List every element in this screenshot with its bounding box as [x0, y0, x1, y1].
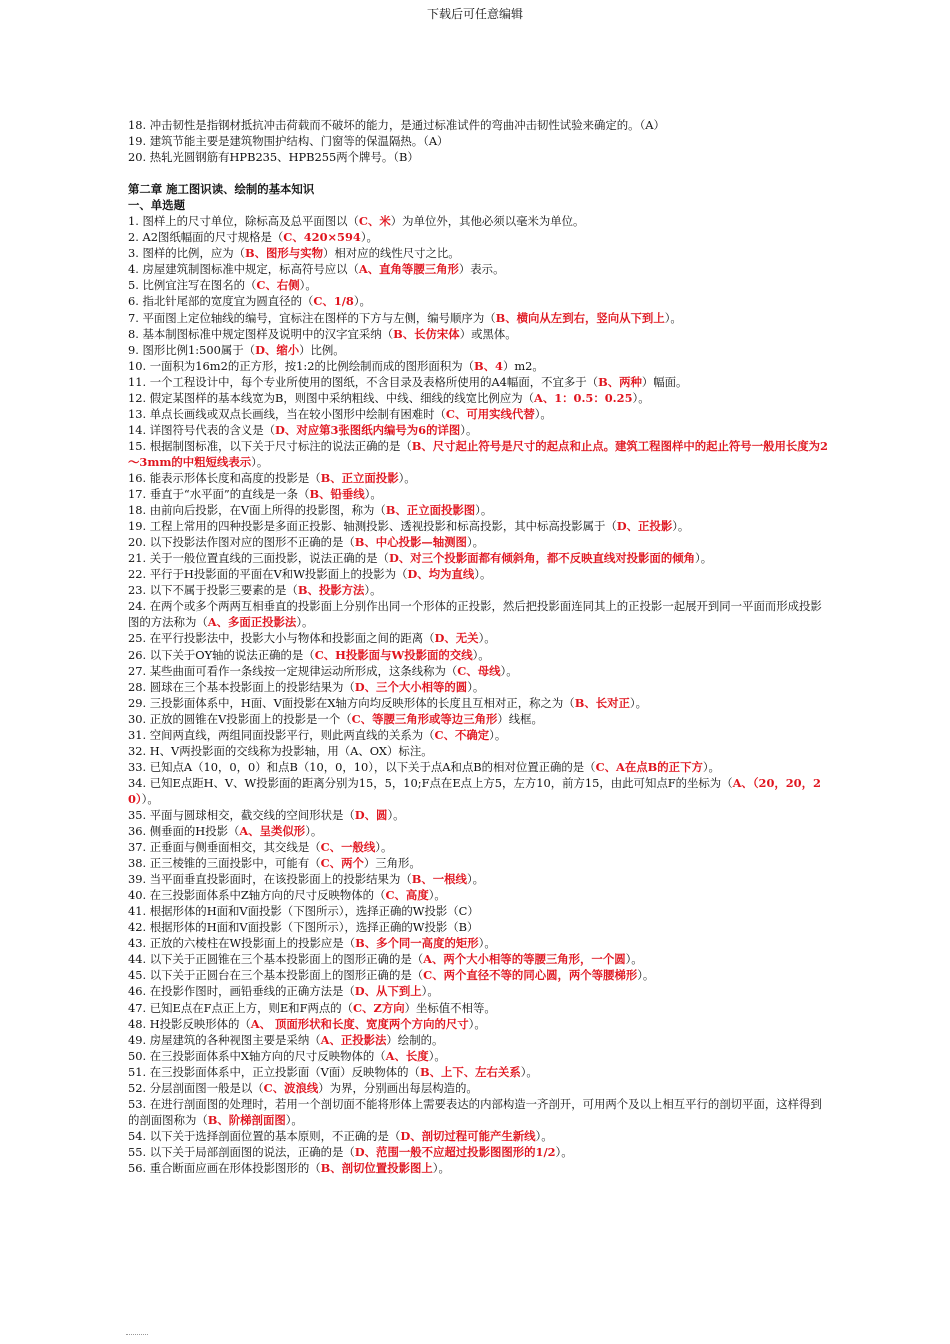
- question-item: [128, 229, 828, 245]
- question-text: 23. 以下不属于投影三要素的是（: [128, 583, 298, 598]
- question-suffix: ）: [437, 134, 449, 149]
- question-text: 11. 一个工程设计中，每个专业所使用的图纸，不含目录及表格所使用的A4幅面，不宜多于（: [128, 374, 599, 389]
- question-suffix: ）。: [285, 1112, 303, 1127]
- question-item: [128, 293, 828, 309]
- answer-text: C、Z方向: [353, 1000, 405, 1015]
- answer-text: D、无关: [434, 631, 479, 646]
- question-suffix: ）线框。: [497, 711, 543, 726]
- question-item: [128, 887, 828, 903]
- answer-text: C、可用实线代替: [445, 406, 535, 421]
- question-item: [128, 839, 828, 855]
- question-suffix: ）。: [360, 230, 378, 245]
- question-item: [128, 759, 828, 775]
- question-item: [128, 935, 828, 951]
- answer-text: D、三个大小相等的圆: [354, 679, 468, 694]
- question-text: 49. 房屋建筑的各种视图主要是采纳（: [128, 1032, 321, 1047]
- question-item: [128, 342, 828, 358]
- section-title: 一、单选题: [128, 198, 185, 213]
- question-text: 44. 以下关于正圆锥在三个基本投影面上的图形正确的是（: [128, 952, 424, 967]
- question-suffix: ）。: [632, 390, 650, 405]
- question-suffix: ）。: [555, 1144, 573, 1159]
- answer-text: C、高度: [385, 888, 429, 903]
- question-text: 15. 根据制图标准，以下关于尺寸标注的说法正确的是（: [128, 438, 412, 453]
- question-suffix: ）。: [432, 1161, 450, 1175]
- answer-text: B、正立面投影图: [385, 503, 476, 518]
- question-suffix: ）。: [672, 519, 690, 534]
- question-suffix: ）。: [141, 791, 159, 806]
- question-suffix: ）。: [466, 872, 485, 887]
- question-text: 7. 平面图上定位轴线的编号，宜标注在图样的下方与左侧，编号顺序为（: [128, 310, 496, 325]
- question-item: [128, 951, 828, 967]
- question-item: [128, 213, 828, 229]
- question-item: [128, 967, 828, 983]
- question-suffix: ）。: [625, 952, 643, 967]
- answer-text: B、两种: [598, 374, 642, 389]
- answer-text: C、两个: [320, 856, 364, 871]
- question-text: 36. 侧垂面的H投影（: [128, 824, 240, 839]
- answer-text: A、（20，20，20）: [128, 775, 821, 806]
- question-suffix: ）。: [299, 278, 317, 293]
- question-suffix: ）。: [467, 679, 485, 694]
- question-item: [128, 390, 828, 406]
- question-item: [128, 775, 828, 807]
- question-suffix: ）。: [702, 759, 720, 774]
- question-suffix: ）。: [428, 1048, 446, 1063]
- question-text: 54. 以下关于选择剖面位置的基本原则，不正确的是（: [128, 1128, 401, 1143]
- question-item: [128, 133, 828, 149]
- question-item: [128, 711, 828, 727]
- question-item: [128, 406, 828, 422]
- answer-text: B、铅垂线: [309, 487, 365, 502]
- answer-text: C、波浪线: [263, 1080, 319, 1095]
- answer-text: A、OX: [350, 743, 388, 758]
- question-suffix: ）。: [472, 647, 490, 662]
- question-text: 13. 单点长画线或双点长画线，当在较小图形中绘制有困难时（: [128, 406, 446, 421]
- footer-mark: [126, 1334, 148, 1335]
- answer-text: B、长对正: [574, 695, 630, 710]
- answer-text: C、H投影面与W投影面的交线: [314, 647, 473, 662]
- answer-text: B、剖切位置投影图上: [320, 1161, 433, 1175]
- question-item: [128, 566, 828, 582]
- question-item: [128, 277, 828, 293]
- question-item: [128, 695, 828, 711]
- question-suffix: ）绘制的。: [386, 1032, 444, 1047]
- question-item: [128, 679, 828, 695]
- question-suffix: ）。: [428, 888, 446, 903]
- question-suffix: ）。: [468, 1016, 486, 1031]
- question-text: 42. 根据形体的H面和V面投影（下图所示），选择正确的W投影（: [128, 920, 459, 935]
- question-item: [128, 1032, 828, 1048]
- answer-text: C、不确定: [434, 727, 490, 742]
- question-text: 51. 在三投影面体系中，正立投影面（V面）反映物体的（: [128, 1064, 420, 1079]
- question-text: 21. 关于一般位置直线的三面投影，说法正确的是（: [128, 551, 389, 566]
- question-suffix: ）坐标值不相等。: [404, 1000, 496, 1015]
- question-item: [128, 598, 828, 630]
- question-item: [128, 534, 828, 550]
- question-text: 35. 平面与圆球相交，截交线的空间形状是（: [128, 807, 355, 822]
- question-item: [128, 374, 828, 390]
- answer-text: B、上下、左右关系: [419, 1064, 521, 1079]
- question-suffix: ）。: [695, 551, 713, 566]
- question-text: 6. 指北针尾部的宽度宜为圆直径的（: [128, 294, 314, 309]
- answer-text: B、投影方法: [297, 583, 365, 598]
- document-body: [128, 117, 828, 1176]
- answer-text: B: [458, 920, 468, 935]
- question-suffix: ）。: [296, 615, 314, 630]
- question-text: 12. 假定某图样的基本线宽为B，则图中采纳粗线、中线、细线的线宽比例应为（: [128, 390, 534, 405]
- answer-text: D、从下到上: [354, 984, 422, 999]
- question-text: 18. 冲击韧性是指钢材抵抗冲击荷载而不破坏的能力，是通过标准试件的弯曲冲击韧性试验来确定的。（: [128, 118, 646, 132]
- page-header: 下载后可任意编辑: [426, 7, 523, 21]
- answer-text: B、多个同一高度的矩形: [355, 936, 479, 951]
- question-text: 20. 热轧光圆钢筋有HPB235、HPB255两个牌号。（: [128, 150, 399, 165]
- question-text: 55. 以下关于局部剖面图的说法，正确的是（: [128, 1144, 355, 1159]
- question-text: 14. 详图符号代表的含义是（: [128, 422, 276, 437]
- answer-text: A、多面正投影法: [207, 615, 297, 630]
- question-text: 48. H投影反映形体的（: [128, 1016, 251, 1031]
- question-item: [128, 1160, 828, 1176]
- answer-text: B、正立面投影: [320, 470, 399, 485]
- answer-text: C、米: [358, 214, 391, 229]
- question-item: [128, 1128, 828, 1144]
- answer-text: C、1/8: [313, 294, 354, 309]
- answer-text: D、剖切过程可能产生新线: [400, 1128, 536, 1143]
- answer-text: B、4: [474, 358, 503, 373]
- answer-text: A、呈类似形: [239, 824, 306, 839]
- question-text: 20. 以下投影法作图对应的图形不正确的是（: [128, 535, 355, 550]
- question-suffix: ）。: [629, 695, 647, 710]
- question-suffix: ）。: [353, 294, 371, 309]
- question-suffix: ）标注。: [387, 743, 433, 758]
- answer-text: A: [428, 134, 438, 149]
- question-text: 38. 正三棱锥的三面投影中，可能有（: [128, 856, 321, 871]
- question-text: 46. 在投影作图时，画铅垂线的正确方法是（: [128, 984, 355, 999]
- question-suffix: ）相对应的线性尺寸之比。: [323, 246, 460, 261]
- question-suffix: ）。: [637, 968, 655, 983]
- answer-text: C、一般线: [320, 840, 376, 855]
- question-suffix: ）。: [489, 727, 507, 742]
- question-text: 40. 在三投影面体系中Z轴方向的尺寸反映物体的（: [128, 888, 386, 903]
- question-item: [128, 326, 828, 342]
- answer-text: C、两个直径不等的同心圆，两个等腰梯形: [423, 968, 638, 983]
- question-item: [128, 261, 828, 277]
- question-suffix: ）。: [305, 824, 323, 839]
- answer-text: D、缩小: [255, 342, 300, 357]
- answer-text: B、横向从左到右，竖向从下到上: [495, 310, 665, 325]
- answer-text: C、A在点B的正下方: [595, 759, 703, 774]
- answer-text: B、一根线: [411, 872, 467, 887]
- question-text: 22. 平行于H投影面的平面在V和W投影面上的投影为（: [128, 567, 408, 582]
- question-suffix: ）。: [460, 422, 478, 437]
- question-item: [128, 743, 828, 759]
- answer-text: C、420×594: [283, 230, 361, 245]
- answer-text: D、正投影: [616, 519, 673, 534]
- question-item: [128, 1064, 828, 1080]
- answer-text: C、等腰三角形或等边三角形: [351, 711, 498, 726]
- question-text: 39. 当平面垂直投影面时，在该投影面上的投影结果为（: [128, 872, 412, 887]
- pre-question-list: [128, 117, 828, 165]
- question-suffix: ）: [407, 150, 419, 165]
- question-suffix: ）或黑体。: [459, 326, 517, 341]
- question-text: 28. 圆球在三个基本投影面上的投影结果为（: [128, 679, 355, 694]
- question-suffix: ）。: [364, 487, 382, 502]
- question-item: [128, 807, 828, 823]
- question-item: [128, 1080, 828, 1096]
- question-item: [128, 149, 828, 165]
- question-suffix: ）。: [478, 631, 496, 646]
- question-text: 45. 以下关于正圆台在三个基本投影面上的图形正确的是（: [128, 968, 424, 983]
- question-item: [128, 855, 828, 871]
- question-text: 29. 三投影面体系中，H面、V面投影在X轴方向均反映形体的长度且互相对正，称之为（: [128, 695, 575, 710]
- question-item: [128, 1016, 828, 1032]
- answer-text: B、尺寸起止符号是尺寸的起点和止点。建筑工程图样中的起止符号一般用长度为2～3mm的中粗短线表示: [128, 438, 828, 469]
- question-suffix: ）。: [251, 454, 269, 469]
- chapter-title: 第二章 施工图识读、绘制的基本知识: [128, 182, 315, 197]
- question-suffix: ）幅面。: [641, 374, 688, 389]
- question-suffix: ）: [467, 904, 479, 919]
- question-suffix: ）: [467, 920, 479, 935]
- question-suffix: ）为界，分别画出每层构造的。: [318, 1080, 478, 1095]
- question-text: 10. 一面积为16m2的正方形，按1:2的比例绘制而成的图形面积为（: [128, 358, 474, 373]
- question-suffix: ）。: [478, 936, 496, 951]
- question-item: [128, 310, 828, 326]
- answer-text: D、对三个投影面都有倾斜角，都不反映直线对投影面的倾角: [388, 551, 695, 566]
- question-item: [128, 663, 828, 679]
- question-item: [128, 422, 828, 438]
- answer-text: A、1：0.5：0.25: [534, 390, 633, 405]
- question-text: 25. 在平行投影法中，投影大小与物体和投影面之间的距离（: [128, 631, 435, 646]
- question-item: [128, 903, 828, 919]
- question-item: [128, 823, 828, 839]
- question-item: [128, 919, 828, 935]
- question-text: 30. 正放的圆锥在V投影面上的投影是一个（: [128, 711, 352, 726]
- question-text: 19. 工程上常用的四种投影是多面正投影、轴测投影、透视投影和标高投影，其中标高投影属于（: [128, 519, 617, 534]
- question-suffix: ）。: [375, 840, 393, 855]
- question-text: 41. 根据形体的H面和V面投影（下图所示），选择正确的W投影（: [128, 904, 459, 919]
- answer-text: B、图形与实物: [245, 246, 323, 261]
- question-suffix: ）。: [474, 567, 492, 582]
- question-text: 50. 在三投影面体系中X轴方向的尺寸反映物体的（: [128, 1048, 386, 1063]
- question-item: [128, 1000, 828, 1016]
- question-item: [128, 582, 828, 598]
- answer-text: B、长仿宋体: [393, 326, 460, 341]
- answer-text: A: [645, 118, 654, 132]
- question-list: [128, 213, 828, 1176]
- question-text: 4. 房屋建筑制图标准中规定，标高符号应以（: [128, 262, 359, 277]
- question-item: [128, 727, 828, 743]
- question-text: 47. 已知E点在F点正上方，则E和F两点的（: [128, 1000, 354, 1015]
- question-text: 34. 已知E点距H、V、W投影面的距离分别为15，5，10;F点在E点上方5，左方10，前方15，由此可知点F的坐标为（: [128, 775, 733, 790]
- question-item: [128, 1048, 828, 1064]
- question-item: [128, 470, 828, 486]
- answer-text: B、阶梯剖面图: [207, 1112, 286, 1127]
- answer-text: D、均为直线: [407, 567, 475, 582]
- question-item: [128, 502, 828, 518]
- question-item: [128, 630, 828, 646]
- answer-text: A、正投影法: [320, 1032, 387, 1047]
- question-item: [128, 1144, 828, 1160]
- question-text: 5. 比例宜注写在图名的（: [128, 278, 257, 293]
- question-suffix: ）表示。: [458, 262, 505, 277]
- question-item: [128, 983, 828, 999]
- question-text: 1. 图样上的尺寸单位，除标高及总平面图以（: [128, 214, 359, 229]
- question-text: 17. 垂直于“水平面”的直线是一条（: [128, 487, 310, 502]
- question-text: 53. 在进行剖面图的处理时，若用一个剖切面不能将形体上需要表达的内部构造一齐剖开，可用两个及以上相互平行的剖切平面，这样得到的剖面图称为（: [128, 1096, 822, 1127]
- answer-text: C、右侧: [256, 278, 300, 293]
- question-item: [128, 871, 828, 887]
- answer-text: A、 顶面形状和长度、宽度两个方向的尺寸: [250, 1016, 469, 1031]
- question-text: 3. 图样的比例，应为（: [128, 246, 246, 261]
- question-text: 31. 空间两直线，两组同面投影平行，则此两直线的关系为（: [128, 727, 435, 742]
- answer-text: C: [458, 904, 468, 919]
- question-suffix: ）。: [398, 470, 416, 485]
- question-text: 32. H、V两投影面的交线称为投影轴，用（: [128, 743, 351, 758]
- question-suffix: ）为单位外，其他必须以毫米为单位。: [390, 214, 585, 229]
- question-item: [128, 358, 828, 374]
- question-suffix: ）。: [421, 984, 439, 999]
- answer-text: D、对应第3张图纸内编号为6的详图: [275, 422, 461, 437]
- question-text: 16. 能表示形体长度和高度的投影是（: [128, 470, 321, 485]
- question-item: [128, 245, 828, 261]
- question-text: 8. 基本制图标准中规定图样及说明中的汉字宜采纳（: [128, 326, 394, 341]
- question-item: [128, 1096, 828, 1128]
- question-item: [128, 486, 828, 502]
- answer-text: D、圆: [354, 807, 388, 822]
- question-suffix: ）。: [535, 1128, 553, 1143]
- answer-text: A、长度: [385, 1048, 429, 1063]
- answer-text: C、母线: [457, 663, 501, 678]
- question-text: 56. 重合断面应画在形体投影图形的（: [128, 1161, 321, 1175]
- question-suffix: ）。: [364, 583, 382, 598]
- question-suffix: ）。: [475, 503, 493, 518]
- question-item: [128, 647, 828, 663]
- question-text: 33. 已知点A（10，0，0）和点B（10，0，10），以下关于点A和点B的相对位置正确的是（: [128, 759, 596, 774]
- question-item: [128, 518, 828, 534]
- question-text: 52. 分层剖面图一般是以（: [128, 1080, 264, 1095]
- question-text: 19. 建筑节能主要是建筑物围护结构、门窗等的保温隔热。（: [128, 134, 429, 149]
- question-suffix: ）。: [534, 406, 552, 421]
- question-suffix: ）。: [466, 535, 485, 550]
- question-suffix: ）。: [500, 663, 518, 678]
- question-text: 18. 由前向后投影，在V面上所得的投影图，称为（: [128, 503, 386, 518]
- question-suffix: ）m2。: [502, 358, 544, 373]
- question-text: 27. 某些曲面可看作一条线按一定规律运动所形成，这条线称为（: [128, 663, 458, 678]
- question-text: 37. 正垂面与侧垂面相交，其交线是（: [128, 840, 321, 855]
- question-text: 9. 图形比例1:500属于（: [128, 342, 256, 357]
- question-suffix: ）三角形。: [363, 856, 421, 871]
- question-text: 24. 在两个或多个两两互相垂直的投影面上分别作出同一个形体的正投影，然后把投影面连同其上的正投影一起展开到同一平面而形成投影图的方法称为（: [128, 599, 822, 630]
- question-text: 43. 正放的六棱柱在W投影面上的投影应是（: [128, 936, 356, 951]
- question-suffix: ）比例。: [299, 342, 345, 357]
- answer-text: A、两个大小相等的等腰三角形，一个圆: [423, 952, 626, 967]
- question-text: 2. A2图纸幅面的尺寸规格是（: [128, 230, 284, 245]
- question-suffix: ）。: [520, 1064, 538, 1079]
- question-suffix: ）。: [664, 310, 682, 325]
- question-suffix: ）: [653, 118, 665, 132]
- answer-text: B、中心投影—轴测图: [354, 535, 467, 550]
- question-item: [128, 438, 828, 470]
- answer-text: A、直角等腰三角形: [358, 262, 459, 277]
- question-item: [128, 117, 828, 133]
- question-text: 26. 以下关于OY轴的说法正确的是（: [128, 647, 315, 662]
- question-item: [128, 550, 828, 566]
- answer-text: B: [398, 150, 408, 165]
- question-suffix: ）。: [387, 807, 405, 822]
- answer-text: D、范围一般不应超过投影图图形的1/2: [354, 1144, 556, 1159]
